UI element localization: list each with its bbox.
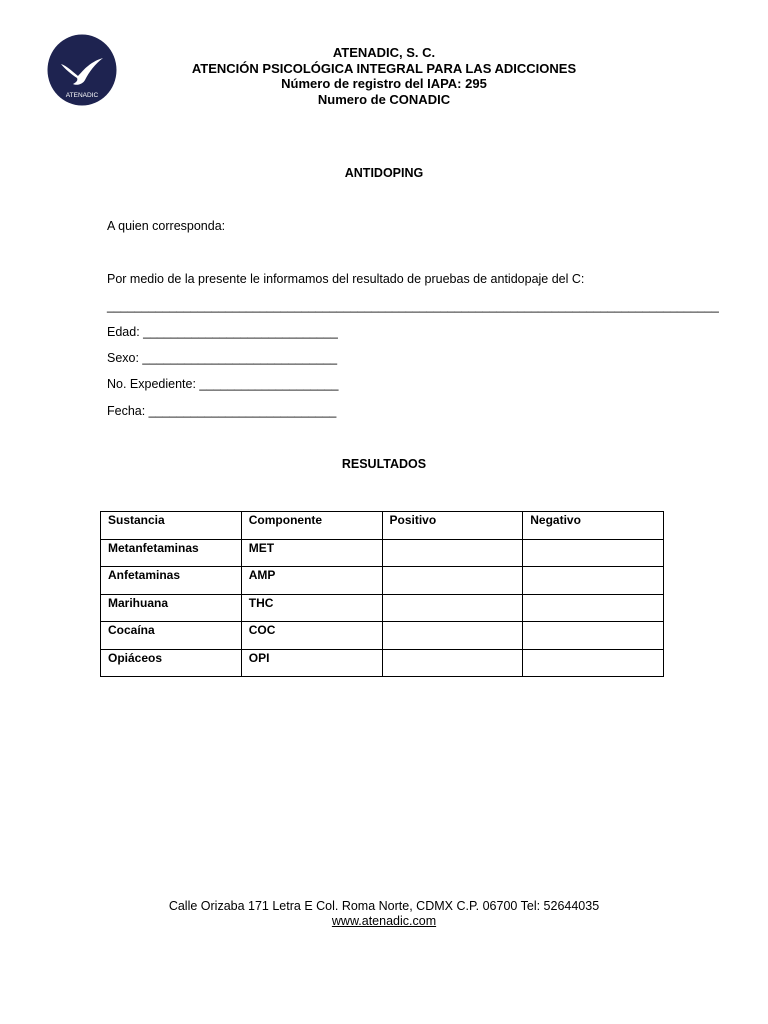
negative-cell bbox=[523, 567, 664, 595]
results-table bbox=[100, 511, 664, 677]
substance-cell: Metanfetaminas bbox=[101, 539, 242, 567]
component-cell: COC bbox=[241, 622, 382, 650]
positive-cell bbox=[382, 539, 523, 567]
negative-cell bbox=[523, 594, 664, 622]
negative-cell bbox=[523, 649, 664, 677]
header-cell: Sustancia bbox=[101, 512, 242, 540]
positive-cell bbox=[382, 622, 523, 650]
header-company-description: ATENCIÓN PSICOLÓGICA INTEGRAL PARA LAS ADICCIONES bbox=[191, 60, 577, 76]
table-row bbox=[101, 622, 664, 650]
logo-text: ATENADIC bbox=[65, 92, 99, 99]
age-field: Edad: ____________________________ bbox=[107, 325, 338, 339]
salutation: A quien corresponda: bbox=[107, 219, 226, 233]
patient-name-line: ________________________________________________________________________________________ bbox=[107, 299, 719, 313]
header-company-name: ATENADIC, S. C. bbox=[332, 45, 436, 60]
negative-cell bbox=[523, 622, 664, 650]
file-number-field: No. Expediente: ____________________ bbox=[107, 377, 339, 391]
document-header bbox=[0, 45, 768, 107]
date-field: Fecha: ___________________________ bbox=[107, 404, 337, 418]
component-cell: OPI bbox=[241, 649, 382, 677]
header-conadic-number: Numero de CONADIC bbox=[317, 91, 451, 107]
positive-cell bbox=[382, 567, 523, 595]
table-row bbox=[101, 567, 664, 595]
intro-paragraph: Por medio de la presente le informamos del resultado de pruebas de antidopaje del C: bbox=[107, 272, 585, 286]
substance-cell: Anfetaminas bbox=[101, 567, 242, 595]
header-cell: Componente bbox=[241, 512, 382, 540]
table-header-row bbox=[101, 512, 664, 540]
table-row bbox=[101, 539, 664, 567]
negative-cell bbox=[523, 539, 664, 567]
footer-address: Calle Orizaba 171 Letra E Col. Roma Norte, CDMX C.P. 06700 Tel: 52644035 bbox=[168, 899, 600, 913]
component-cell: THC bbox=[241, 594, 382, 622]
website-link[interactable]: www.atenadic.com bbox=[331, 914, 437, 928]
substance-cell: Marihuana bbox=[101, 594, 242, 622]
header-iapa-registration: Número de registro del IAPA: 295 bbox=[281, 76, 487, 91]
header-cell: Negativo bbox=[523, 512, 664, 540]
component-cell: AMP bbox=[241, 567, 382, 595]
table-row bbox=[101, 649, 664, 677]
substance-cell: Cocaína bbox=[101, 622, 242, 650]
header-cell: Positivo bbox=[382, 512, 523, 540]
sex-field: Sexo: ____________________________ bbox=[107, 351, 338, 365]
table-row bbox=[101, 594, 664, 622]
document-title: ANTIDOPING bbox=[344, 166, 424, 180]
positive-cell bbox=[382, 649, 523, 677]
positive-cell bbox=[382, 594, 523, 622]
document-footer bbox=[0, 899, 768, 929]
substance-cell: Opiáceos bbox=[101, 649, 242, 677]
results-title: RESULTADOS bbox=[341, 457, 427, 471]
component-cell: MET bbox=[241, 539, 382, 567]
